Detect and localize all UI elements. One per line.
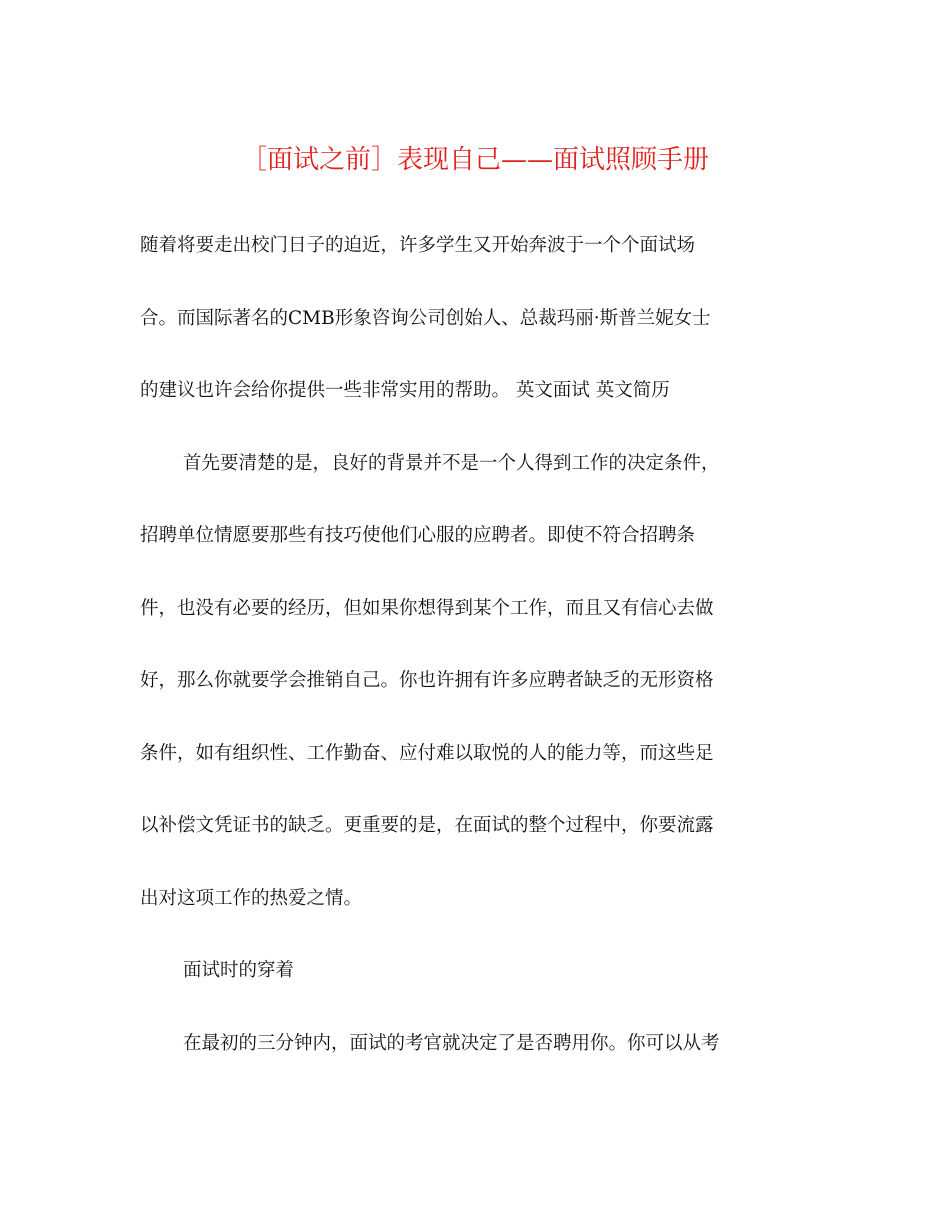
- paragraph-line: 件，也没有必要的经历，但如果你想得到某个工作，而且又有信心去做: [140, 598, 714, 619]
- paragraph-line: 随着将要走出校门日子的迫近，许多学生又开始奔波于一个个面试场: [140, 235, 696, 256]
- paragraph-line: 出对这项工作的热爱之情。: [140, 888, 363, 909]
- paragraph-line: 首先要清楚的是，良好的背景并不是一个人得到工作的决定条件，: [183, 453, 720, 474]
- paragraph-line: 条件，如有组织性、工作勤奋、应付难以取悦的人的能力等，而这些足: [140, 743, 714, 764]
- section-heading: 面试时的穿着: [183, 960, 295, 981]
- paragraph-line: 以补偿文凭证书的缺乏。更重要的是，在面试的整个过程中，你要流露: [140, 815, 714, 836]
- paragraph-line: 在最初的三分钟内，面试的考官就决定了是否聘用你。你可以从考: [183, 1033, 720, 1054]
- paragraph-line: 好，那么你就要学会推销自己。你也许拥有许多应聘者缺乏的无形资格: [140, 670, 714, 691]
- page-title: ［面试之前］表现自己——面试照顾手册: [240, 145, 709, 175]
- paragraph-line: 合。而国际著名的CMB形象咨询公司创始人、总裁玛丽·斯普兰妮女士: [140, 308, 711, 329]
- paragraph-line: 的建议也许会给你提供一些非常实用的帮助。 英文面试 英文简历: [140, 380, 670, 401]
- paragraph-line: 招聘单位情愿要那些有技巧使他们心服的应聘者。即使不符合招聘条: [140, 525, 696, 546]
